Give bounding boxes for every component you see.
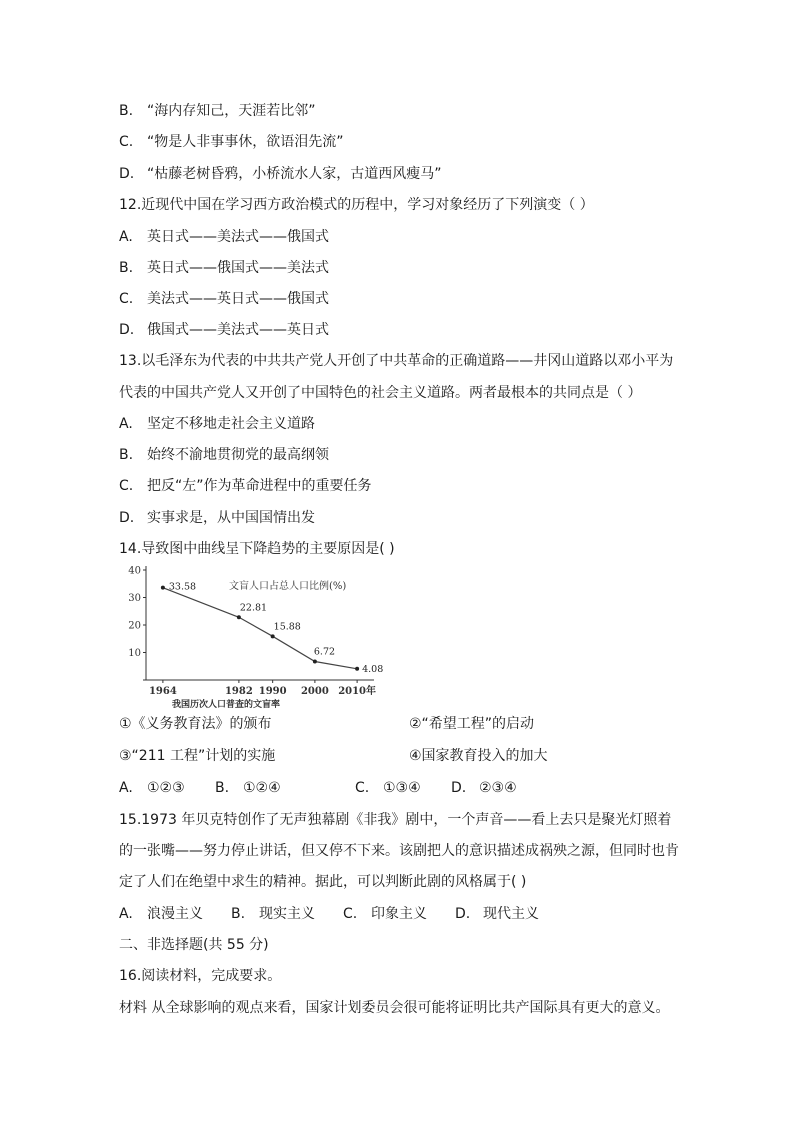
- q13-option-d: [119, 508, 315, 528]
- option-text: 美法式——英日式——俄国式: [147, 291, 329, 307]
- q14-answer-c: [355, 778, 451, 798]
- option-text: 现代主义: [483, 906, 539, 922]
- option-label: C.: [343, 906, 358, 922]
- option-text: 把反“左”作为革命进程中的重要任务: [147, 478, 372, 494]
- q16-material: 材料 从全球影响的观点来看，国家计划委员会很可能将证明比共产国际具有更大的意义。: [119, 1000, 670, 1016]
- q14-answer-b: [215, 778, 355, 798]
- option-label: C.: [119, 291, 134, 307]
- option-text: 英日式——俄国式——美法式: [147, 260, 329, 276]
- option-label: A.: [119, 229, 133, 245]
- option-text: 始终不渝地贯彻党的最高纲领: [147, 447, 329, 463]
- q13-stem-line2: 代表的中国共产党人又开创了中国特色的社会主义道路。两者最根本的共同点是（ ）: [119, 385, 642, 401]
- option-label: D.: [119, 166, 135, 182]
- q14-stem: 14.导致图中曲线呈下降趋势的主要原因是( ): [119, 541, 395, 557]
- q15-answer-b: [231, 904, 343, 924]
- q15-line3: 定了人们在绝望中求生的精神。据此，可以判断此剧的风格属于( ): [119, 874, 527, 890]
- option-label: C.: [355, 780, 370, 796]
- chart-title: 文盲人口占总人口比例(%): [229, 581, 347, 592]
- option-label: A.: [119, 416, 133, 432]
- q13-option-c: [119, 476, 372, 496]
- option-label: D.: [119, 510, 135, 526]
- illiteracy-chart: [124, 562, 384, 712]
- q15-answer-c: [343, 904, 455, 924]
- q14-choice-3: ③“211 工程”计划的实施: [119, 748, 276, 764]
- q16-stem: 16.阅读材料，完成要求。: [119, 968, 282, 984]
- q14-choices-row1: [119, 714, 534, 734]
- data-point: [355, 667, 359, 671]
- q14-choices-row2: [119, 746, 548, 766]
- option-text: 坚定不移地走社会主义道路: [147, 416, 315, 432]
- option-text: “海内存知己，天涯若比邻”: [147, 103, 316, 119]
- data-label: 15.88: [273, 621, 301, 633]
- q12-option-a: [119, 227, 329, 247]
- y-tick-label: 30: [128, 593, 141, 604]
- q14-answer-d: [451, 778, 517, 798]
- q15-line2: 的一张嘴——努力停止讲话，但又停不下来。该剧把人的意识描述成祸殃之源，但同时也肯: [119, 843, 679, 859]
- chart-svg: [124, 562, 384, 712]
- option-text: “物是人非事事休，欲语泪先流”: [147, 134, 344, 150]
- option-text: 浪漫主义: [147, 906, 203, 922]
- y-tick-label: 20: [128, 620, 141, 632]
- option-text: 印象主义: [371, 906, 427, 922]
- q13-option-b: [119, 445, 329, 465]
- option-label: D.: [451, 780, 467, 796]
- option-text: ①②③: [147, 780, 185, 796]
- q15-line1: 15.1973 年贝克特创作了无声独幕剧《非我》剧中，一个声音——看上去只是聚光灯照着: [119, 812, 672, 828]
- q11-option-d: [119, 164, 442, 184]
- q12-option-c: [119, 289, 329, 309]
- data-point: [313, 660, 317, 664]
- option-label: C.: [119, 134, 134, 150]
- q14-choice-2: ②“希望工程”的启动: [409, 716, 535, 732]
- x-tick-label: 2000: [300, 686, 329, 697]
- q12-option-b: [119, 258, 329, 278]
- option-label: B.: [231, 906, 246, 922]
- option-text: ①②④: [243, 780, 281, 796]
- q14-answer-a: [119, 778, 215, 798]
- q11-option-b: [119, 101, 316, 121]
- q12-option-d: [119, 320, 329, 340]
- option-text: 英日式——美法式——俄国式: [147, 229, 329, 245]
- q11-option-c: [119, 132, 344, 152]
- y-tick-label: 40: [128, 565, 141, 577]
- data-label: 4.08: [362, 663, 384, 675]
- q13-stem-line1: 13.以毛泽东为代表的中共共产党人开创了中共革命的正确道路——井冈山道路以邓小平为: [119, 353, 674, 369]
- q13-option-a: [119, 414, 315, 434]
- option-text: ②③④: [479, 780, 517, 796]
- q15-answer-a: [119, 904, 231, 924]
- option-text: ①③④: [383, 780, 421, 796]
- x-tick-label: 1990: [258, 686, 287, 697]
- option-text: 实事求是，从中国国情出发: [147, 510, 315, 526]
- q12-stem: 12.近现代中国在学习西方政治模式的历程中，学习对象经历了下列演变（ ）: [119, 197, 594, 213]
- x-tick-label: 1964: [148, 686, 177, 697]
- option-label: B.: [119, 260, 134, 276]
- data-point: [271, 634, 275, 638]
- option-label: A.: [119, 780, 133, 796]
- data-label: 33.58: [168, 581, 197, 593]
- option-label: B.: [119, 447, 134, 463]
- option-label: B.: [215, 780, 230, 796]
- option-text: “枯藤老树昏鸦，小桥流水人家，古道西风瘦马”: [147, 166, 442, 182]
- option-text: 俄国式——美法式——英日式: [147, 322, 329, 338]
- option-label: A.: [119, 906, 133, 922]
- y-tick-label: 10: [128, 648, 141, 659]
- option-label: C.: [119, 478, 134, 494]
- x-tick-label: 2010年: [338, 686, 377, 697]
- data-point: [161, 586, 165, 590]
- section2-title: 二、非选择题(共 55 分): [119, 937, 269, 953]
- q15-answers: [119, 904, 539, 924]
- q14-answers: [119, 778, 517, 798]
- chart-caption: 我国历次人口普查的文盲率: [172, 700, 281, 710]
- option-text: 现实主义: [259, 906, 315, 922]
- option-label: D.: [119, 322, 135, 338]
- q15-answer-d: [455, 904, 539, 924]
- data-point: [237, 615, 241, 619]
- option-label: D.: [455, 906, 471, 922]
- q14-choice-4: ④国家教育投入的加大: [409, 748, 548, 764]
- data-label: 6.72: [313, 646, 336, 658]
- x-tick-label: 1982: [224, 686, 253, 697]
- q14-choice-1: ①《义务教育法》的颁布: [119, 716, 272, 732]
- data-label: 22.81: [239, 602, 268, 614]
- option-label: B.: [119, 103, 134, 119]
